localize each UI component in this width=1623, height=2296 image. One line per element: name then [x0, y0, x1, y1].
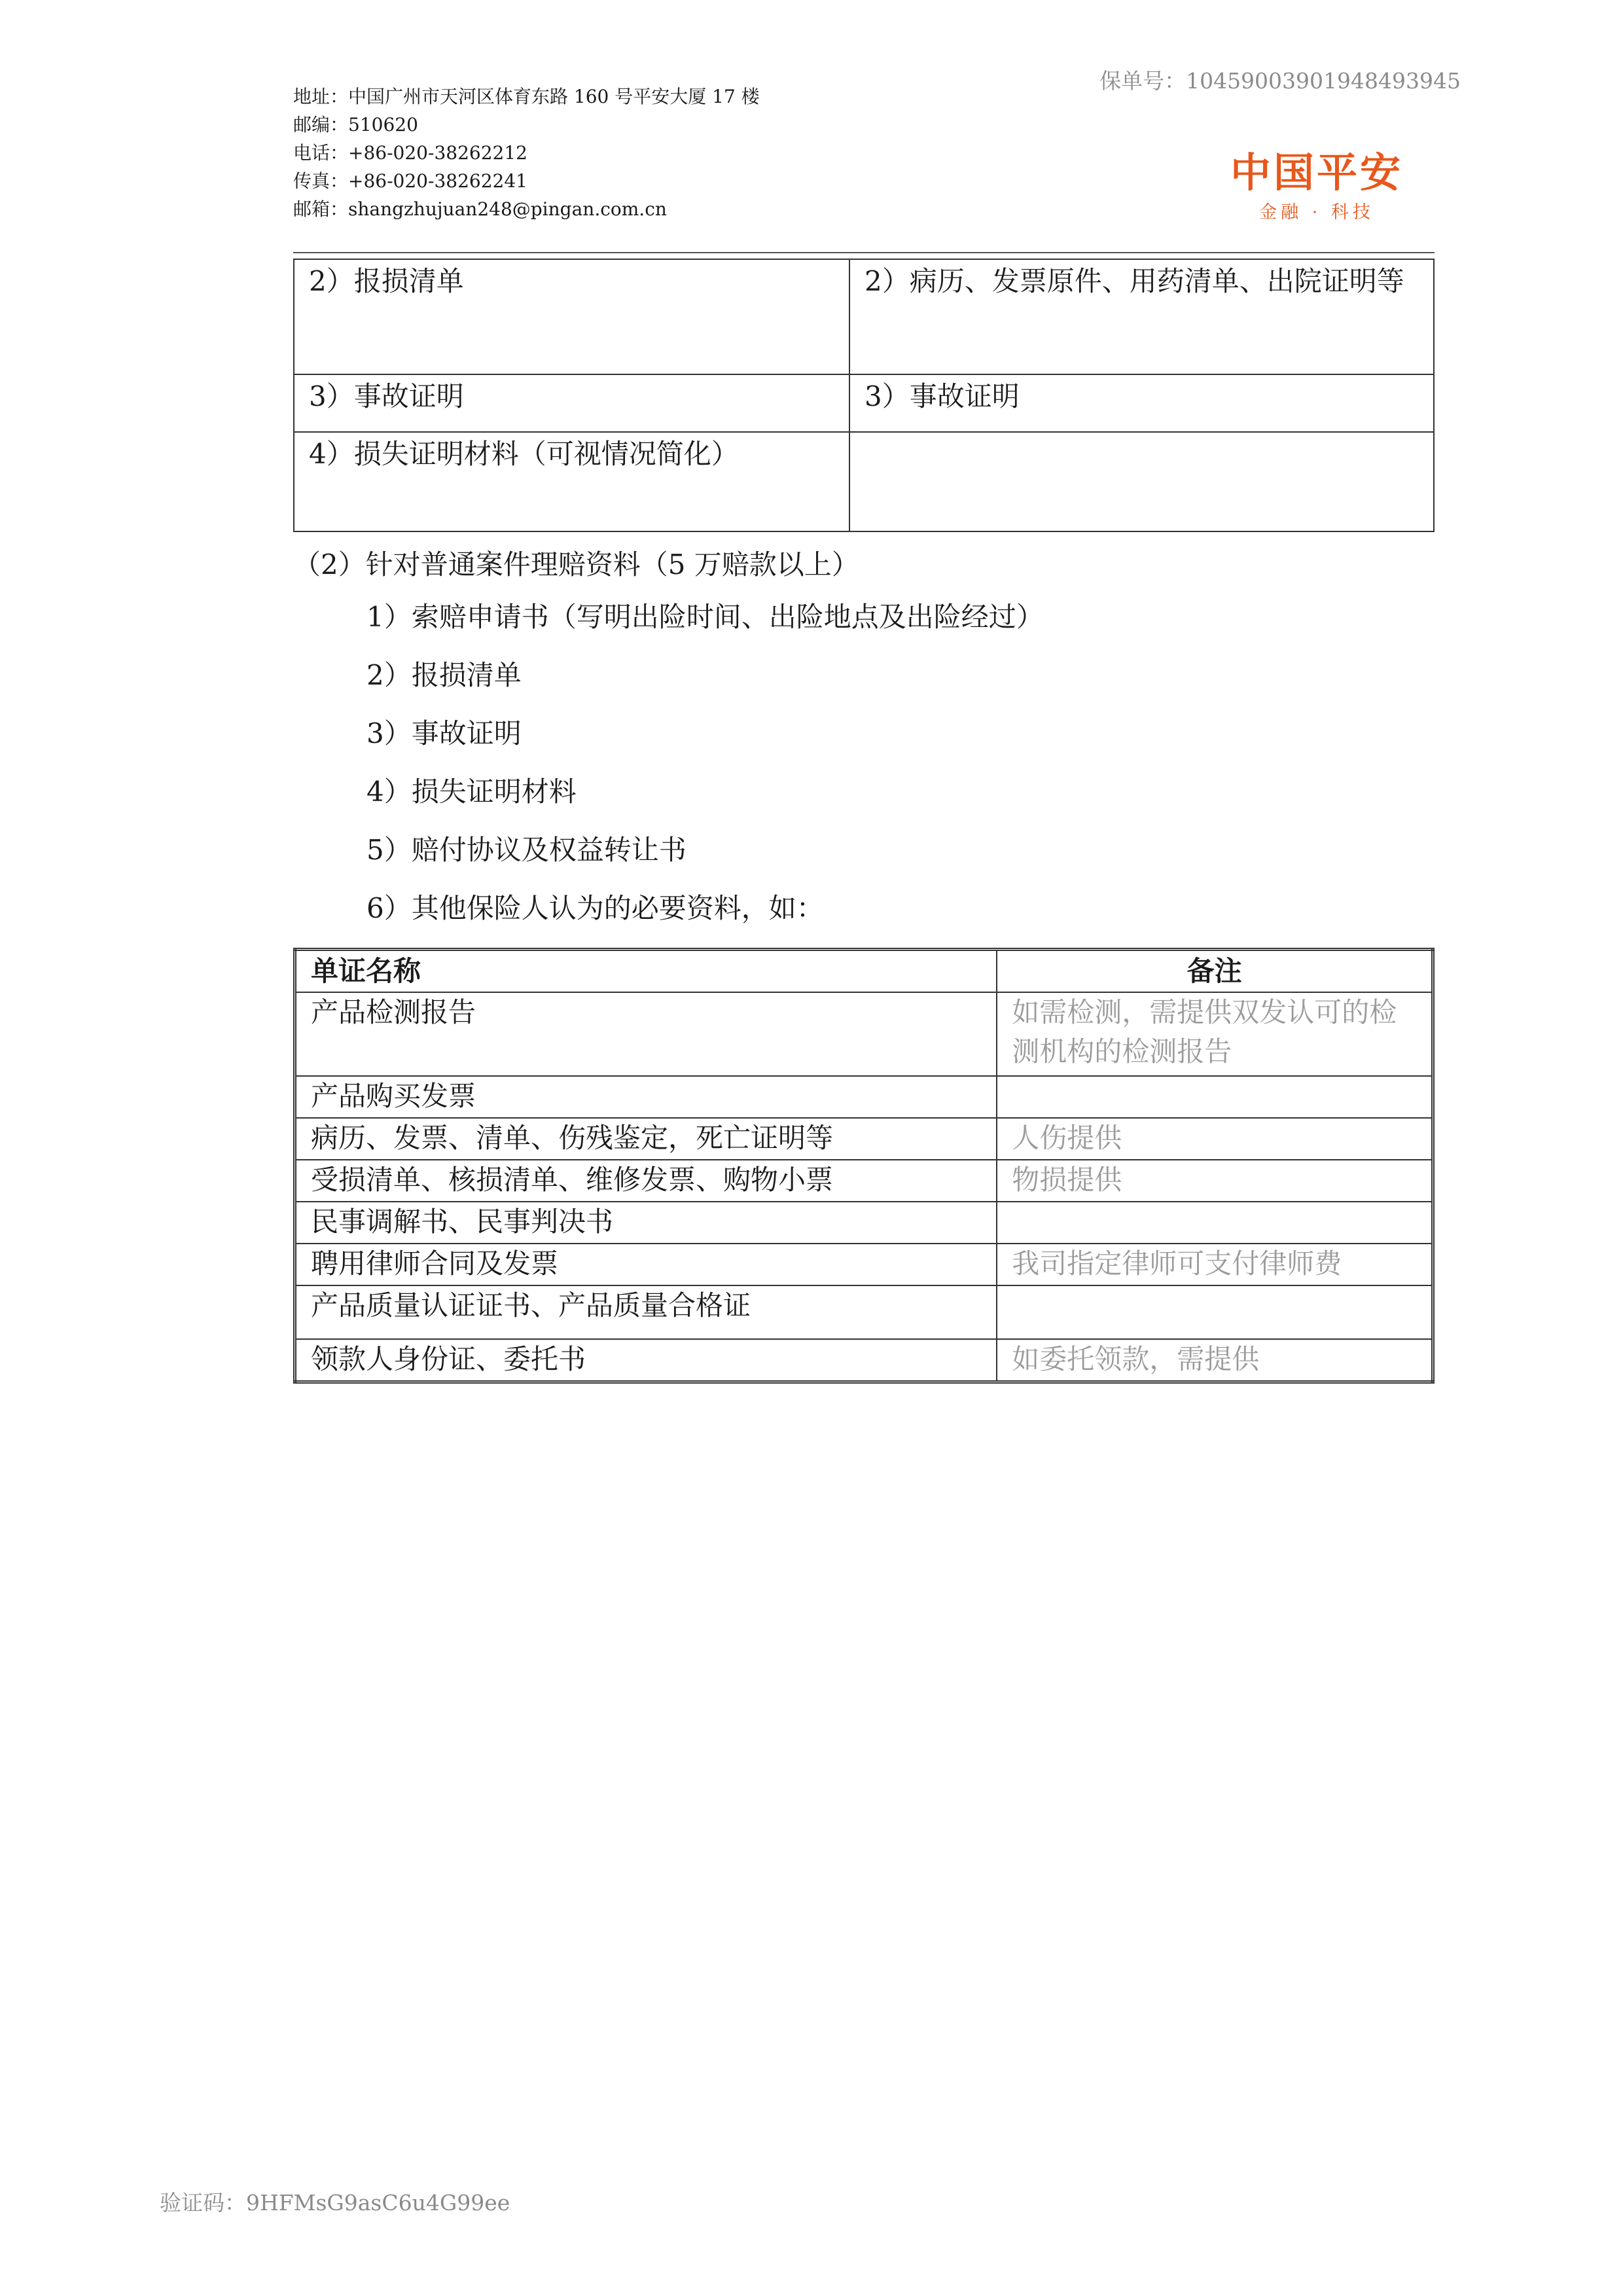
doc-remark-cell — [997, 1202, 1433, 1244]
phone-line: 电话：+86-020-38262212 — [293, 142, 527, 164]
table-row — [295, 1339, 1433, 1382]
table-cell: 2）报损清单 — [294, 259, 849, 374]
doc-name-cell: 聘用律师合同及发票 — [295, 1244, 997, 1285]
fax-line: 传真：+86-020-38262241 — [293, 170, 527, 192]
email-line: 邮箱：shangzhujuan248@pingan.com.cn — [293, 198, 667, 220]
logo-main-text: 中国平安 — [1230, 149, 1403, 196]
table-row — [295, 1244, 1433, 1285]
policy-number: 保单号：10459003901948493945 — [1099, 68, 1461, 94]
list-item: 3）事故证明 — [366, 717, 522, 749]
postcode-line: 邮编：510620 — [293, 114, 418, 135]
doc-name-cell: 产品检测报告 — [295, 992, 997, 1076]
doc-name-cell: 领款人身份证、委托书 — [295, 1339, 997, 1382]
table-cell: 3）事故证明 — [849, 374, 1434, 432]
table-row — [294, 259, 1434, 374]
table-row — [295, 1118, 1433, 1160]
pingan-logo — [1212, 149, 1421, 223]
table-row — [295, 1285, 1433, 1339]
header-divider — [293, 252, 1435, 253]
contact-info — [293, 82, 760, 223]
list-item: 5）赔付协议及权益转让书 — [366, 834, 687, 866]
table-cell: 2）病历、发票原件、用药清单、出院证明等 — [849, 259, 1434, 374]
table-row — [295, 992, 1433, 1076]
doc-name-cell: 民事调解书、民事判决书 — [295, 1202, 997, 1244]
table-cell — [849, 432, 1434, 531]
list-item: 6）其他保险人认为的必要资料，如： — [366, 892, 824, 924]
table-cell: 4）损失证明材料（可视情况简化） — [294, 432, 849, 531]
column-header-remark: 备注 — [997, 950, 1433, 993]
table-row — [295, 1076, 1433, 1118]
column-header-name: 单证名称 — [295, 950, 997, 993]
list-item: 2）报损清单 — [366, 659, 522, 691]
logo-sub-text: 金融 · 科技 — [1259, 202, 1374, 223]
list-item: 1）索赔申请书（写明出险时间、出险地点及出险经过） — [366, 601, 1044, 633]
verification-code: 验证码：9HFMsG9asC6u4G99ee — [160, 2190, 510, 2215]
table-row — [295, 1160, 1433, 1202]
table-row — [294, 374, 1434, 432]
doc-name-cell: 产品购买发票 — [295, 1076, 997, 1118]
list-item: 4）损失证明材料 — [366, 776, 577, 808]
doc-remark-cell: 人伤提供 — [997, 1118, 1433, 1160]
doc-remark-cell: 物损提供 — [997, 1160, 1433, 1202]
table-cell: 3）事故证明 — [294, 374, 849, 432]
doc-remark-cell: 如需检测，需提供双发认可的检测机构的检测报告 — [997, 992, 1433, 1076]
section-heading: （2）针对普通案件理赔资料（5 万赔款以上） — [293, 548, 859, 581]
doc-name-cell: 产品质量认证证书、产品质量合格证 — [295, 1285, 997, 1339]
address-line: 地址：中国广州市天河区体育东路 160 号平安大厦 17 楼 — [293, 86, 760, 107]
materials-table-continued — [293, 259, 1435, 532]
doc-remark-cell: 我司指定律师可支付律师费 — [997, 1244, 1433, 1285]
doc-remark-cell — [997, 1076, 1433, 1118]
doc-remark-cell: 如委托领款，需提供 — [997, 1339, 1433, 1382]
doc-remark-cell — [997, 1285, 1433, 1339]
table-row — [295, 1202, 1433, 1244]
table-row — [294, 432, 1434, 531]
documents-table — [293, 948, 1435, 1384]
table-header-row — [295, 950, 1433, 993]
doc-name-cell: 受损清单、核损清单、维修发票、购物小票 — [295, 1160, 997, 1202]
doc-name-cell: 病历、发票、清单、伤残鉴定，死亡证明等 — [295, 1118, 997, 1160]
